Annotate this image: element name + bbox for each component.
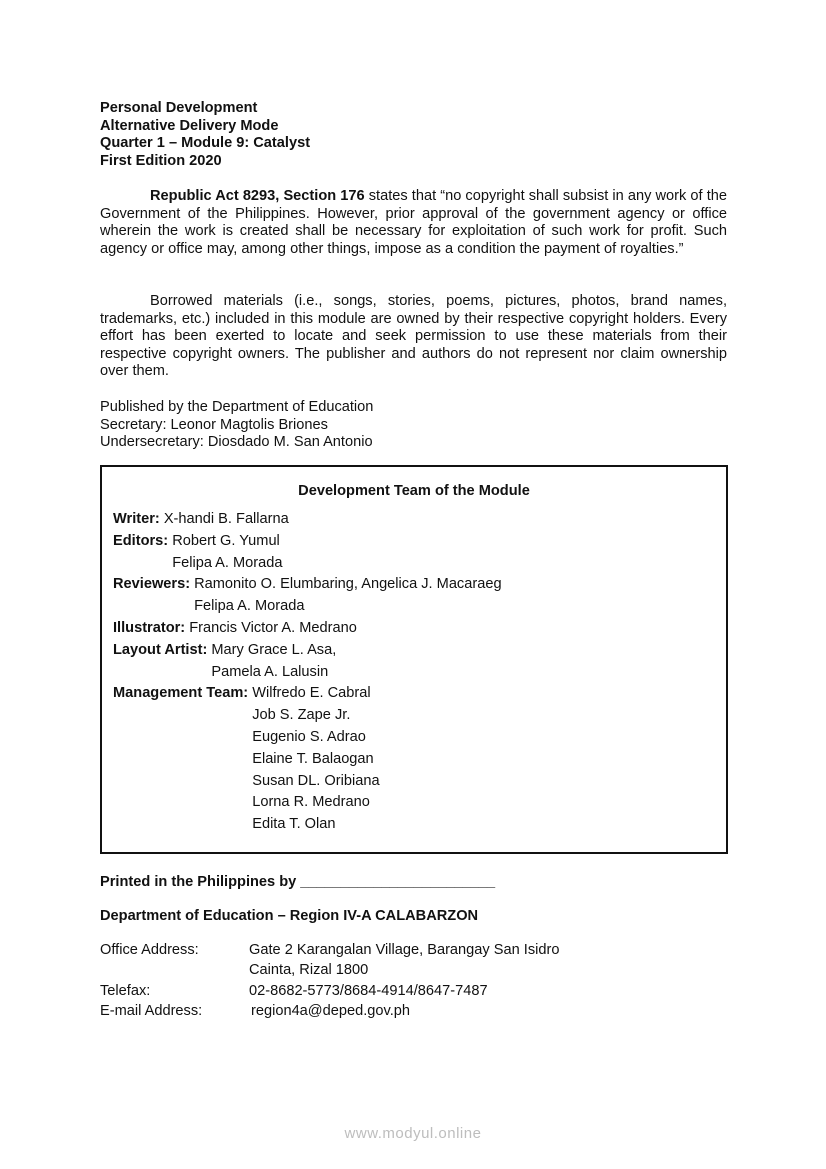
member-name: Susan DL. Oribiana [252, 772, 380, 789]
contact-row [100, 1001, 559, 1021]
secretary-line: Secretary: Leonor Magtolis Briones [100, 416, 328, 433]
module-title: Quarter 1 – Module 9: Catalyst [100, 135, 311, 152]
team-role [113, 509, 502, 531]
role-label: Management Team: [113, 685, 253, 702]
contact-value: Cainta, Rizal 1800 [249, 962, 369, 979]
member-name: Robert G. Yumul [172, 532, 280, 549]
role-names [164, 509, 289, 531]
region-heading: Department of Education – Region IV-A CALABARZON [100, 908, 479, 924]
member-name: Edita T. Olan [252, 816, 336, 833]
contact-label [100, 960, 249, 980]
publisher-line: Published by the Department of Education [100, 399, 374, 415]
contact-row [100, 940, 559, 960]
member-name: Elaine T. Balaogan [252, 750, 374, 767]
publisher-info [100, 399, 373, 452]
undersecretary-line: Undersecretary: Diosdado M. San Antonio [100, 434, 373, 450]
role-names [211, 640, 336, 684]
development-team-box [100, 465, 728, 854]
edition: First Edition 2020 [100, 152, 222, 169]
role-label: Reviewers: [113, 576, 195, 593]
copyright-paragraph [100, 188, 727, 258]
borrowed-materials-paragraph: Borrowed materials (i.e., songs, stories, poems, pictures, photos, brand names, trademarks, etc.) included in this module are owned by their respective copyright holders. Every effort has been exerted to locate and seek permission to use these materials from their respective copyright owners. The publisher and authors do not represent nor claim ownership over them. [100, 293, 727, 379]
copyright-text: states that “no copyright shall subsist in any work of the Government of the Philippines. However, prior approval of the government agency or office wherein the work is created shall be necessary for exploitation of such work for profit. Such agency or office may, among other things, impose as a condition the payment of royalties.” [100, 188, 728, 257]
member-name: Wilfredo E. Cabral [252, 685, 371, 702]
subject-title: Personal Development [100, 100, 258, 116]
team-role [113, 574, 502, 618]
role-names [189, 618, 357, 640]
member-name: Felipa A. Morada [194, 598, 305, 615]
module-header [100, 100, 310, 170]
role-label: Layout Artist: [113, 641, 212, 658]
contact-label: Telefax: [100, 982, 151, 999]
member-name: Mary Grace L. Asa, [211, 641, 337, 658]
role-names [194, 574, 501, 618]
delivery-mode: Alternative Delivery Mode [100, 117, 279, 134]
member-name: Felipa A. Morada [172, 554, 283, 571]
team-title: Development Team of the Module [298, 483, 530, 499]
contact-value: 02-8682-5773/8684-4914/8647-7487 [249, 982, 488, 999]
member-name: Ramonito O. Elumbaring, Angelica J. Macaraeg [194, 576, 502, 593]
member-name: Job S. Zape Jr. [252, 707, 351, 724]
contact-value: region4a@deped.gov.ph [251, 1002, 410, 1019]
team-roles [113, 509, 502, 836]
contact-label: E-mail Address: [100, 1002, 203, 1019]
team-role [113, 640, 502, 684]
contact-value: Gate 2 Karangalan Village, Barangay San Isidro [249, 942, 560, 958]
law-citation: Republic Act 8293, Section 176 [150, 188, 365, 204]
team-role [113, 618, 502, 640]
watermark: www.modyul.online [344, 1125, 482, 1142]
role-label: Editors: [113, 532, 173, 549]
role-names [172, 531, 282, 575]
contact-row [100, 981, 559, 1001]
role-names [252, 683, 379, 836]
team-role [113, 683, 502, 836]
printed-by: Printed in the Philippines by ________________________ [100, 874, 496, 890]
contact-label: Office Address: [100, 942, 199, 958]
member-name: Pamela A. Lalusin [211, 663, 329, 680]
contact-row [100, 960, 559, 980]
role-label: Illustrator: [113, 619, 190, 636]
member-name: Francis Victor A. Medrano [189, 619, 357, 636]
role-label: Writer: [113, 511, 164, 527]
member-name: Eugenio S. Adrao [252, 728, 366, 745]
member-name: X-handi B. Fallarna [163, 511, 289, 527]
member-name: Lorna R. Medrano [252, 794, 370, 811]
team-role [113, 531, 502, 575]
contact-info [100, 940, 559, 1021]
